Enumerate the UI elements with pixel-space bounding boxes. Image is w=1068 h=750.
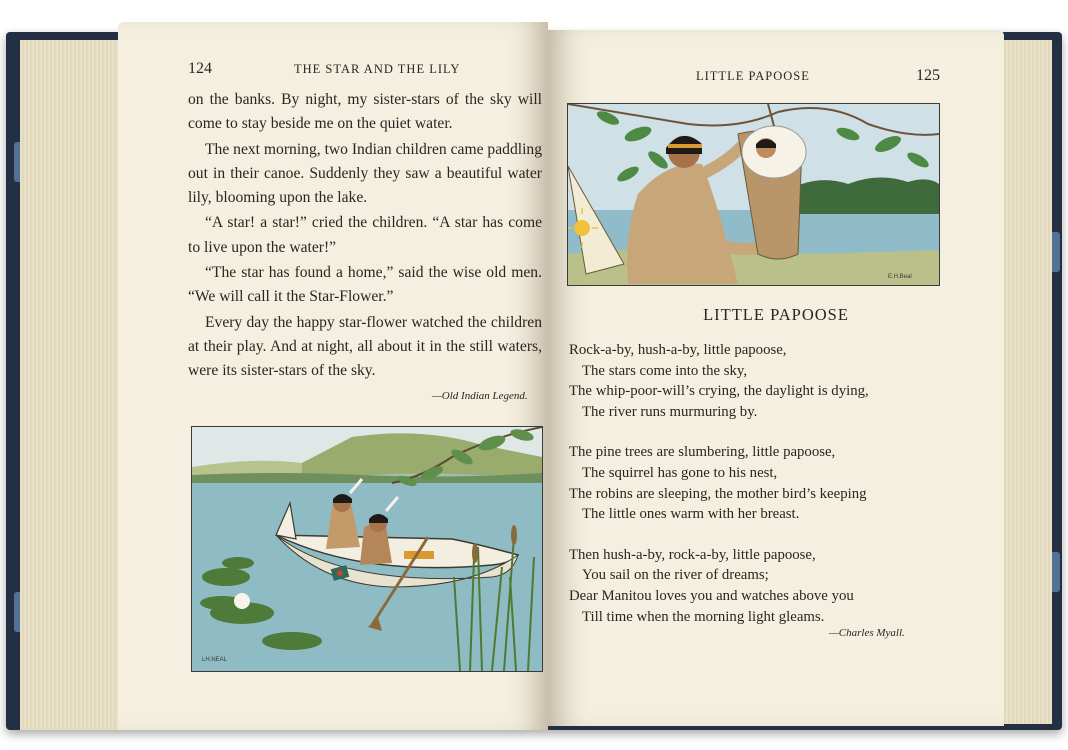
poem-line: The robins are sleeping, the mother bird’s keeping (569, 485, 867, 502)
poem-line: Rock-a-by, hush-a-by, little papoose, (569, 342, 787, 358)
poem-line: The river runs murmuring by. (582, 403, 758, 420)
legend-credit: —Old Indian Legend. (432, 390, 528, 402)
poem-stanza (569, 545, 989, 627)
page-number-right: 125 (916, 67, 940, 84)
running-head-left: THE STAR AND THE LILY (294, 62, 461, 76)
running-head-right: LITTLE PAPOOSE (696, 69, 810, 83)
poem-line: The squirrel has gone to his nest, (582, 464, 778, 481)
poem-line: You sail on the river of dreams; (582, 567, 769, 584)
poem-line: The stars come into the sky, (582, 362, 748, 379)
paragraph: “The star has found a home,” said the wise old men. “We will call it the Star-Flower.” (188, 264, 542, 306)
poem-line: The little ones warm with her breast. (582, 506, 800, 523)
poem-stanza (569, 340, 989, 422)
paragraph: The next morning, two Indian children came paddling out in their canoe. Suddenly they saw a beautiful water lily, blooming upon the lake. (188, 140, 542, 207)
poem-credit: —Charles Myall. (829, 627, 905, 639)
poem-line: Till time when the morning light gleams. (582, 608, 825, 625)
canoe-illustration-signature: LH.NEAL (202, 657, 228, 663)
papoose-illustration (567, 103, 940, 286)
poem-line: Dear Manitou loves you and watches above you (569, 587, 854, 604)
poem-line: Then hush-a-by, rock-a-by, little papoose, (569, 546, 816, 563)
poem-text (569, 340, 989, 647)
poem-line: The whip-poor-will’s crying, the daylight is dying, (569, 383, 869, 400)
paragraph: on the banks. By night, my sister-stars of the sky will come to stay beside me on the quiet water. (188, 91, 542, 133)
canoe-illustration (191, 426, 543, 672)
paragraph: “A star! a star!” cried the children. “A star has come to live upon the water!” (188, 214, 542, 256)
poem-line: The pine trees are slumbering, little papoose, (569, 444, 836, 461)
paragraph: Every day the happy star-flower watched the children at their play. And at night, all about it in the still waters, were its sister-stars of the sky. (188, 313, 542, 380)
poem-stanza (569, 442, 989, 524)
poem-title: LITTLE PAPOOSE (703, 305, 849, 324)
page-edges-left (20, 40, 132, 730)
page-number-left: 124 (188, 60, 212, 77)
legend-text (188, 88, 542, 384)
papoose-illustration-signature: E.H.Beal (888, 274, 912, 280)
